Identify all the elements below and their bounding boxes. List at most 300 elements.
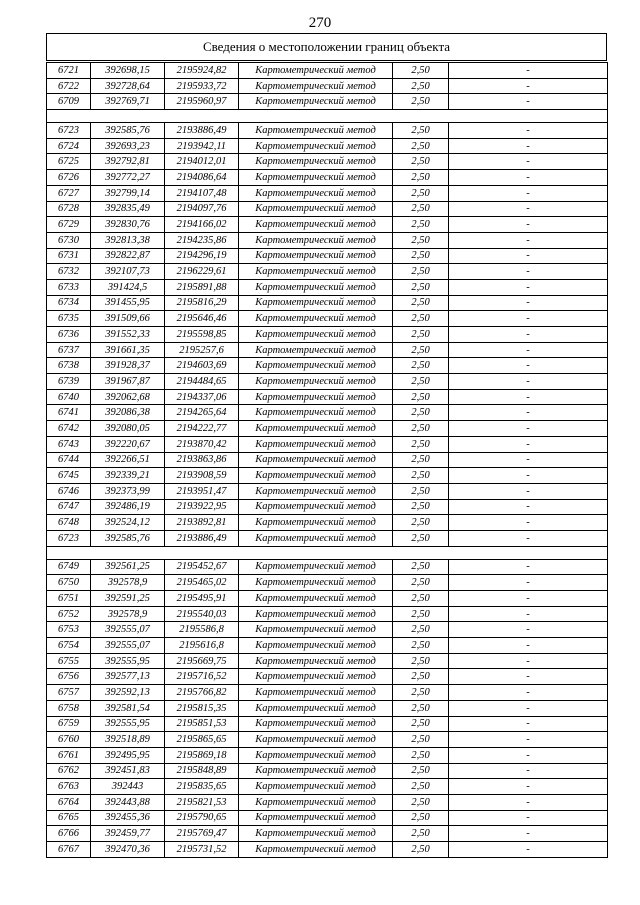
method-cell: Картометрический метод <box>239 154 393 170</box>
point-number-cell: 6709 <box>47 94 91 110</box>
x-coordinate-cell: 392266,51 <box>91 452 165 468</box>
x-coordinate-cell: 392443,88 <box>91 794 165 810</box>
point-number-cell: 6739 <box>47 374 91 390</box>
x-coordinate-cell: 392086,38 <box>91 405 165 421</box>
method-cell: Картометрический метод <box>239 374 393 390</box>
description-cell: - <box>449 653 608 669</box>
x-coordinate-cell: 392698,15 <box>91 63 165 79</box>
table-row <box>47 421 608 437</box>
description-cell: - <box>449 575 608 591</box>
description-cell: - <box>449 94 608 110</box>
description-cell: - <box>449 669 608 685</box>
method-cell: Картометрический метод <box>239 201 393 217</box>
method-cell: Картометрический метод <box>239 78 393 94</box>
table-row <box>47 185 608 201</box>
x-coordinate-cell: 392835,49 <box>91 201 165 217</box>
method-cell: Картометрический метод <box>239 499 393 515</box>
x-coordinate-cell: 392107,73 <box>91 264 165 280</box>
table-row <box>47 779 608 795</box>
description-cell: - <box>449 342 608 358</box>
x-coordinate-cell: 392772,27 <box>91 170 165 186</box>
table-row <box>47 763 608 779</box>
description-cell: - <box>449 638 608 654</box>
table-row <box>47 826 608 842</box>
method-cell: Картометрический метод <box>239 63 393 79</box>
accuracy-cell: 2,50 <box>393 232 449 248</box>
method-cell: Картометрический метод <box>239 248 393 264</box>
table-row <box>47 559 608 575</box>
method-cell: Картометрический метод <box>239 232 393 248</box>
description-cell: - <box>449 436 608 452</box>
description-cell: - <box>449 311 608 327</box>
accuracy-cell: 2,50 <box>393 591 449 607</box>
method-cell: Картометрический метод <box>239 826 393 842</box>
point-number-cell: 6760 <box>47 732 91 748</box>
accuracy-cell: 2,50 <box>393 763 449 779</box>
table-row <box>47 638 608 654</box>
y-coordinate-cell: 2195865,65 <box>165 732 239 748</box>
point-number-cell: 6743 <box>47 436 91 452</box>
y-coordinate-cell: 2194097,76 <box>165 201 239 217</box>
accuracy-cell: 2,50 <box>393 342 449 358</box>
point-number-cell: 6748 <box>47 515 91 531</box>
x-coordinate-cell: 392792,81 <box>91 154 165 170</box>
accuracy-cell: 2,50 <box>393 622 449 638</box>
table-row <box>47 685 608 701</box>
point-number-cell: 6747 <box>47 499 91 515</box>
x-coordinate-cell: 391509,66 <box>91 311 165 327</box>
description-cell: - <box>449 716 608 732</box>
table-row <box>47 405 608 421</box>
accuracy-cell: 2,50 <box>393 358 449 374</box>
point-number-cell: 6731 <box>47 248 91 264</box>
table-row <box>47 622 608 638</box>
point-number-cell: 6751 <box>47 591 91 607</box>
x-coordinate-cell: 392555,07 <box>91 638 165 654</box>
point-number-cell: 6725 <box>47 154 91 170</box>
description-cell: - <box>449 185 608 201</box>
x-coordinate-cell: 392592,13 <box>91 685 165 701</box>
y-coordinate-cell: 2194265,64 <box>165 405 239 421</box>
y-coordinate-cell: 2195646,46 <box>165 311 239 327</box>
point-number-cell: 6732 <box>47 264 91 280</box>
point-number-cell: 6721 <box>47 63 91 79</box>
description-cell: - <box>449 138 608 154</box>
y-coordinate-cell: 2194222,77 <box>165 421 239 437</box>
method-cell: Картометрический метод <box>239 264 393 280</box>
method-cell: Картометрический метод <box>239 716 393 732</box>
x-coordinate-cell: 391552,33 <box>91 327 165 343</box>
y-coordinate-cell: 2196229,61 <box>165 264 239 280</box>
point-number-cell: 6723 <box>47 123 91 139</box>
y-coordinate-cell: 2194235,86 <box>165 232 239 248</box>
point-number-cell: 6737 <box>47 342 91 358</box>
point-number-cell: 6757 <box>47 685 91 701</box>
x-coordinate-cell: 392585,76 <box>91 123 165 139</box>
y-coordinate-cell: 2194086,64 <box>165 170 239 186</box>
method-cell: Картометрический метод <box>239 358 393 374</box>
x-coordinate-cell: 392470,36 <box>91 842 165 858</box>
block-separator-row <box>47 110 608 123</box>
x-coordinate-cell: 392591,25 <box>91 591 165 607</box>
point-number-cell: 6764 <box>47 794 91 810</box>
point-number-cell: 6746 <box>47 483 91 499</box>
table-row <box>47 669 608 685</box>
point-number-cell: 6763 <box>47 779 91 795</box>
x-coordinate-cell: 392339,21 <box>91 468 165 484</box>
table-row <box>47 94 608 110</box>
accuracy-cell: 2,50 <box>393 436 449 452</box>
point-number-cell: 6741 <box>47 405 91 421</box>
accuracy-cell: 2,50 <box>393 63 449 79</box>
description-cell: - <box>449 732 608 748</box>
description-cell: - <box>449 700 608 716</box>
y-coordinate-cell: 2194296,19 <box>165 248 239 264</box>
description-cell: - <box>449 358 608 374</box>
y-coordinate-cell: 2194337,06 <box>165 389 239 405</box>
accuracy-cell: 2,50 <box>393 170 449 186</box>
description-cell: - <box>449 421 608 437</box>
y-coordinate-cell: 2194012,01 <box>165 154 239 170</box>
table-row <box>47 499 608 515</box>
y-coordinate-cell: 2195766,82 <box>165 685 239 701</box>
description-cell: - <box>449 405 608 421</box>
y-coordinate-cell: 2193886,49 <box>165 530 239 546</box>
point-number-cell: 6726 <box>47 170 91 186</box>
y-coordinate-cell: 2195616,8 <box>165 638 239 654</box>
coordinates-table <box>46 62 608 858</box>
table-row <box>47 154 608 170</box>
accuracy-cell: 2,50 <box>393 94 449 110</box>
x-coordinate-cell: 392581,54 <box>91 700 165 716</box>
table-row <box>47 810 608 826</box>
x-coordinate-cell: 392578,9 <box>91 575 165 591</box>
method-cell: Картометрический метод <box>239 138 393 154</box>
table-row <box>47 342 608 358</box>
description-cell: - <box>449 389 608 405</box>
y-coordinate-cell: 2193908,59 <box>165 468 239 484</box>
x-coordinate-cell: 391455,95 <box>91 295 165 311</box>
description-cell: - <box>449 794 608 810</box>
point-number-cell: 6730 <box>47 232 91 248</box>
y-coordinate-cell: 2193870,42 <box>165 436 239 452</box>
method-cell: Картометрический метод <box>239 810 393 826</box>
table-row <box>47 138 608 154</box>
method-cell: Картометрический метод <box>239 295 393 311</box>
y-coordinate-cell: 2195540,03 <box>165 606 239 622</box>
point-number-cell: 6733 <box>47 279 91 295</box>
accuracy-cell: 2,50 <box>393 530 449 546</box>
separator-cell <box>47 110 608 123</box>
method-cell: Картометрический метод <box>239 468 393 484</box>
table-row <box>47 606 608 622</box>
page-number: 270 <box>308 15 332 31</box>
y-coordinate-cell: 2195816,29 <box>165 295 239 311</box>
y-coordinate-cell: 2195815,35 <box>165 700 239 716</box>
method-cell: Картометрический метод <box>239 842 393 858</box>
x-coordinate-cell: 391967,87 <box>91 374 165 390</box>
y-coordinate-cell: 2195848,89 <box>165 763 239 779</box>
method-cell: Картометрический метод <box>239 747 393 763</box>
method-cell: Картометрический метод <box>239 342 393 358</box>
description-cell: - <box>449 63 608 79</box>
table-row <box>47 248 608 264</box>
method-cell: Картометрический метод <box>239 170 393 186</box>
x-coordinate-cell: 392555,95 <box>91 716 165 732</box>
description-cell: - <box>449 763 608 779</box>
x-coordinate-cell: 392769,71 <box>91 94 165 110</box>
method-cell: Картометрический метод <box>239 389 393 405</box>
x-coordinate-cell: 392555,07 <box>91 622 165 638</box>
y-coordinate-cell: 2193951,47 <box>165 483 239 499</box>
x-coordinate-cell: 392373,99 <box>91 483 165 499</box>
accuracy-cell: 2,50 <box>393 311 449 327</box>
point-number-cell: 6734 <box>47 295 91 311</box>
y-coordinate-cell: 2195716,52 <box>165 669 239 685</box>
description-cell: - <box>449 499 608 515</box>
y-coordinate-cell: 2195495,91 <box>165 591 239 607</box>
description-cell: - <box>449 747 608 763</box>
method-cell: Картометрический метод <box>239 794 393 810</box>
description-cell: - <box>449 248 608 264</box>
accuracy-cell: 2,50 <box>393 483 449 499</box>
accuracy-cell: 2,50 <box>393 779 449 795</box>
description-cell: - <box>449 622 608 638</box>
x-coordinate-cell: 392495,95 <box>91 747 165 763</box>
x-coordinate-cell: 392451,83 <box>91 763 165 779</box>
method-cell: Картометрический метод <box>239 606 393 622</box>
table-row <box>47 170 608 186</box>
x-coordinate-cell: 391661,35 <box>91 342 165 358</box>
x-coordinate-cell: 392459,77 <box>91 826 165 842</box>
y-coordinate-cell: 2193886,49 <box>165 123 239 139</box>
accuracy-cell: 2,50 <box>393 295 449 311</box>
accuracy-cell: 2,50 <box>393 559 449 575</box>
accuracy-cell: 2,50 <box>393 405 449 421</box>
method-cell: Картометрический метод <box>239 327 393 343</box>
method-cell: Картометрический метод <box>239 591 393 607</box>
accuracy-cell: 2,50 <box>393 685 449 701</box>
point-number-cell: 6754 <box>47 638 91 654</box>
block-separator-row <box>47 546 608 559</box>
method-cell: Картометрический метод <box>239 653 393 669</box>
x-coordinate-cell: 392518,89 <box>91 732 165 748</box>
y-coordinate-cell: 2195769,47 <box>165 826 239 842</box>
table-row <box>47 747 608 763</box>
point-number-cell: 6765 <box>47 810 91 826</box>
description-cell: - <box>449 842 608 858</box>
point-number-cell: 6758 <box>47 700 91 716</box>
x-coordinate-cell: 392486,19 <box>91 499 165 515</box>
page-title: Сведения о местоположении границ объекта <box>202 39 451 54</box>
accuracy-cell: 2,50 <box>393 732 449 748</box>
table-row <box>47 794 608 810</box>
accuracy-cell: 2,50 <box>393 653 449 669</box>
table-row <box>47 716 608 732</box>
point-number-cell: 6727 <box>47 185 91 201</box>
coordinates-table-body <box>47 63 608 858</box>
table-row <box>47 327 608 343</box>
table-row <box>47 63 608 79</box>
accuracy-cell: 2,50 <box>393 264 449 280</box>
accuracy-cell: 2,50 <box>393 452 449 468</box>
method-cell: Картометрический метод <box>239 732 393 748</box>
description-cell: - <box>449 530 608 546</box>
table-row <box>47 591 608 607</box>
x-coordinate-cell: 392822,87 <box>91 248 165 264</box>
y-coordinate-cell: 2193892,81 <box>165 515 239 531</box>
accuracy-cell: 2,50 <box>393 374 449 390</box>
accuracy-cell: 2,50 <box>393 217 449 233</box>
accuracy-cell: 2,50 <box>393 810 449 826</box>
accuracy-cell: 2,50 <box>393 499 449 515</box>
y-coordinate-cell: 2195821,53 <box>165 794 239 810</box>
method-cell: Картометрический метод <box>239 217 393 233</box>
method-cell: Картометрический метод <box>239 669 393 685</box>
y-coordinate-cell: 2195924,82 <box>165 63 239 79</box>
description-cell: - <box>449 452 608 468</box>
table-row <box>47 311 608 327</box>
x-coordinate-cell: 392220,67 <box>91 436 165 452</box>
table-row <box>47 232 608 248</box>
accuracy-cell: 2,50 <box>393 389 449 405</box>
point-number-cell: 6749 <box>47 559 91 575</box>
y-coordinate-cell: 2194484,65 <box>165 374 239 390</box>
description-cell: - <box>449 826 608 842</box>
accuracy-cell: 2,50 <box>393 138 449 154</box>
point-number-cell: 6729 <box>47 217 91 233</box>
point-number-cell: 6750 <box>47 575 91 591</box>
point-number-cell: 6767 <box>47 842 91 858</box>
accuracy-cell: 2,50 <box>393 421 449 437</box>
x-coordinate-cell: 392062,68 <box>91 389 165 405</box>
x-coordinate-cell: 392728,64 <box>91 78 165 94</box>
description-cell: - <box>449 279 608 295</box>
description-cell: - <box>449 606 608 622</box>
table-row <box>47 700 608 716</box>
point-number-cell: 6742 <box>47 421 91 437</box>
table-row <box>47 483 608 499</box>
y-coordinate-cell: 2193863,86 <box>165 452 239 468</box>
method-cell: Картометрический метод <box>239 123 393 139</box>
method-cell: Картометрический метод <box>239 700 393 716</box>
description-cell: - <box>449 515 608 531</box>
table-row <box>47 217 608 233</box>
table-row <box>47 452 608 468</box>
accuracy-cell: 2,50 <box>393 794 449 810</box>
description-cell: - <box>449 810 608 826</box>
method-cell: Картометрический метод <box>239 559 393 575</box>
method-cell: Картометрический метод <box>239 685 393 701</box>
description-cell: - <box>449 170 608 186</box>
description-cell: - <box>449 483 608 499</box>
x-coordinate-cell: 392830,76 <box>91 217 165 233</box>
description-cell: - <box>449 264 608 280</box>
y-coordinate-cell: 2195452,67 <box>165 559 239 575</box>
x-coordinate-cell: 392561,25 <box>91 559 165 575</box>
point-number-cell: 6762 <box>47 763 91 779</box>
point-number-cell: 6744 <box>47 452 91 468</box>
method-cell: Картометрический метод <box>239 763 393 779</box>
x-coordinate-cell: 392443 <box>91 779 165 795</box>
method-cell: Картометрический метод <box>239 94 393 110</box>
x-coordinate-cell: 392577,13 <box>91 669 165 685</box>
y-coordinate-cell: 2195835,65 <box>165 779 239 795</box>
point-number-cell: 6740 <box>47 389 91 405</box>
description-cell: - <box>449 295 608 311</box>
x-coordinate-cell: 392080,05 <box>91 421 165 437</box>
description-cell: - <box>449 685 608 701</box>
accuracy-cell: 2,50 <box>393 185 449 201</box>
table-row <box>47 575 608 591</box>
accuracy-cell: 2,50 <box>393 123 449 139</box>
y-coordinate-cell: 2195869,18 <box>165 747 239 763</box>
table-row <box>47 468 608 484</box>
y-coordinate-cell: 2195851,53 <box>165 716 239 732</box>
x-coordinate-cell: 392578,9 <box>91 606 165 622</box>
y-coordinate-cell: 2195586,8 <box>165 622 239 638</box>
accuracy-cell: 2,50 <box>393 826 449 842</box>
accuracy-cell: 2,50 <box>393 575 449 591</box>
table-row <box>47 842 608 858</box>
point-number-cell: 6735 <box>47 311 91 327</box>
table-row <box>47 530 608 546</box>
accuracy-cell: 2,50 <box>393 700 449 716</box>
point-number-cell: 6722 <box>47 78 91 94</box>
table-row <box>47 389 608 405</box>
table-row <box>47 279 608 295</box>
method-cell: Картометрический метод <box>239 185 393 201</box>
y-coordinate-cell: 2194107,48 <box>165 185 239 201</box>
description-cell: - <box>449 154 608 170</box>
point-number-cell: 6745 <box>47 468 91 484</box>
point-number-cell: 6761 <box>47 747 91 763</box>
description-cell: - <box>449 217 608 233</box>
table-row <box>47 653 608 669</box>
description-cell: - <box>449 468 608 484</box>
x-coordinate-cell: 392799,14 <box>91 185 165 201</box>
table-row <box>47 515 608 531</box>
y-coordinate-cell: 2195790,65 <box>165 810 239 826</box>
table-row <box>47 78 608 94</box>
description-cell: - <box>449 327 608 343</box>
table-row <box>47 201 608 217</box>
y-coordinate-cell: 2195257,6 <box>165 342 239 358</box>
accuracy-cell: 2,50 <box>393 716 449 732</box>
description-cell: - <box>449 123 608 139</box>
point-number-cell: 6759 <box>47 716 91 732</box>
point-number-cell: 6752 <box>47 606 91 622</box>
y-coordinate-cell: 2195598,85 <box>165 327 239 343</box>
y-coordinate-cell: 2195891,88 <box>165 279 239 295</box>
description-cell: - <box>449 559 608 575</box>
point-number-cell: 6753 <box>47 622 91 638</box>
method-cell: Картометрический метод <box>239 779 393 795</box>
accuracy-cell: 2,50 <box>393 78 449 94</box>
y-coordinate-cell: 2195933,72 <box>165 78 239 94</box>
method-cell: Картометрический метод <box>239 421 393 437</box>
method-cell: Картометрический метод <box>239 638 393 654</box>
accuracy-cell: 2,50 <box>393 515 449 531</box>
accuracy-cell: 2,50 <box>393 842 449 858</box>
separator-cell <box>47 546 608 559</box>
accuracy-cell: 2,50 <box>393 638 449 654</box>
accuracy-cell: 2,50 <box>393 468 449 484</box>
point-number-cell: 6728 <box>47 201 91 217</box>
table-row <box>47 374 608 390</box>
y-coordinate-cell: 2195465,02 <box>165 575 239 591</box>
point-number-cell: 6724 <box>47 138 91 154</box>
